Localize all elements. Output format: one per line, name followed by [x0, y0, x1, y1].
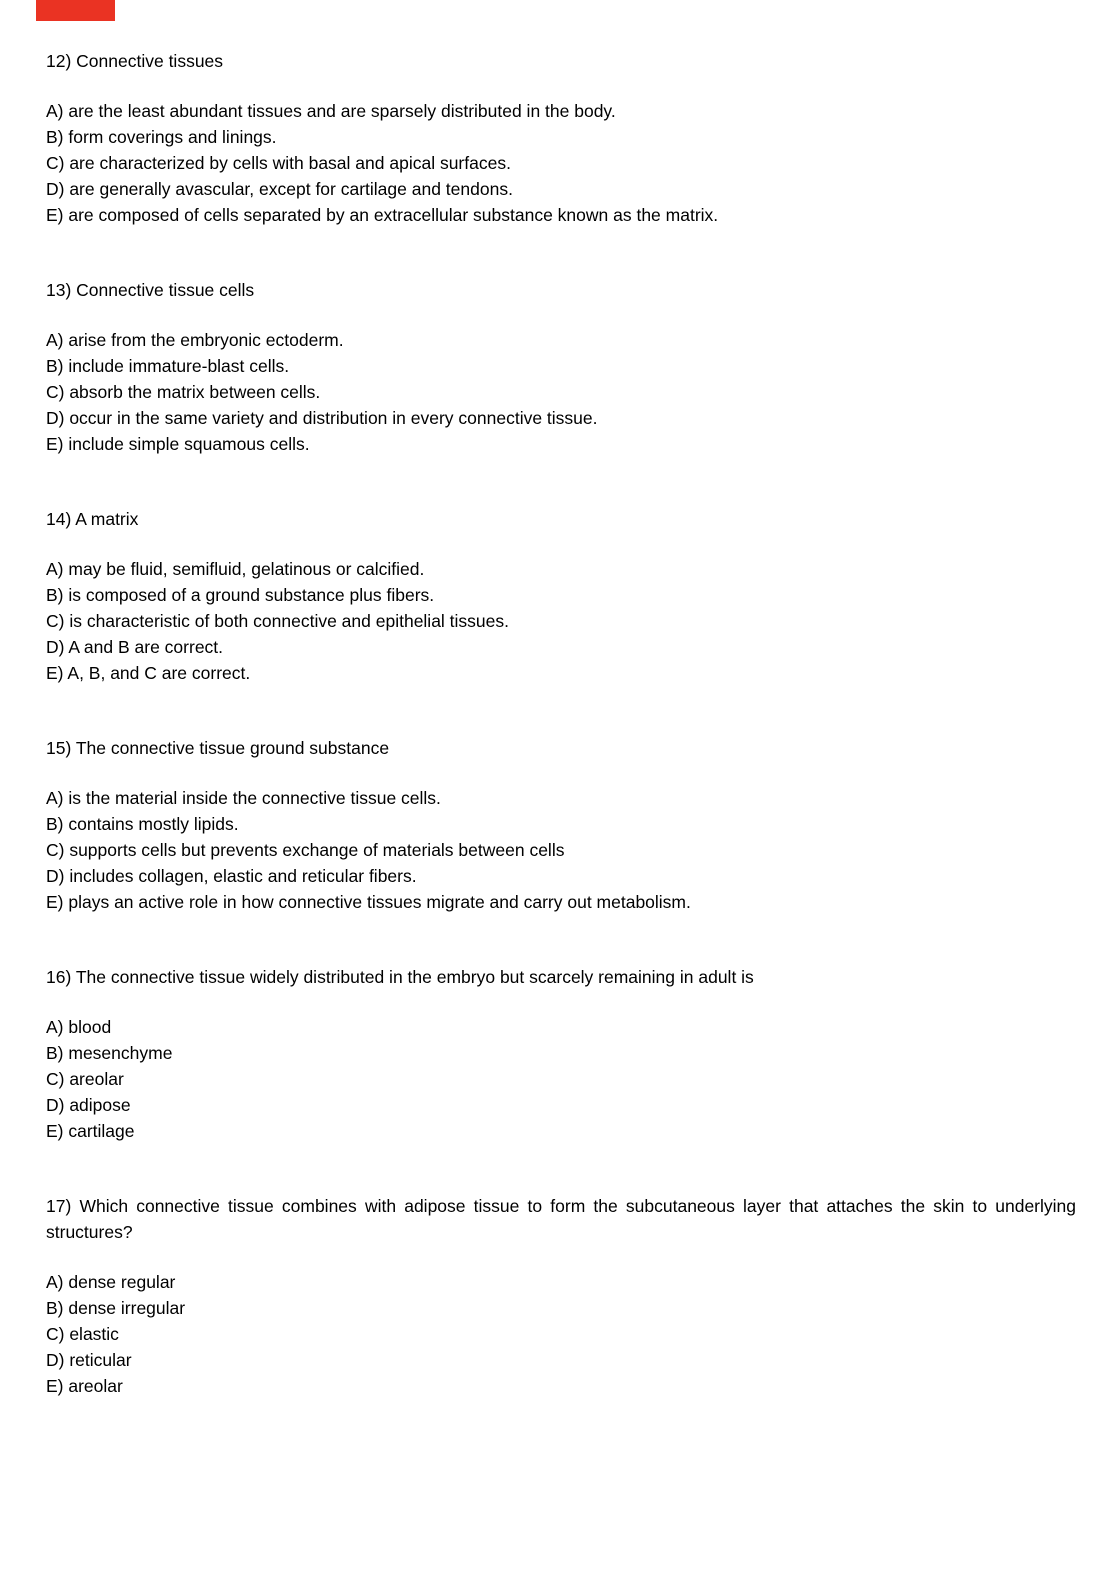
question-block-12	[46, 48, 1076, 228]
answer-option: A) arise from the embryonic ectoderm.	[46, 330, 344, 350]
question-title: 13) Connective tissue cells	[46, 280, 255, 300]
answer-option: E) cartilage	[46, 1121, 135, 1141]
answer-option: A) is the material inside the connective tissue cells.	[46, 788, 441, 808]
red-highlight-mark	[36, 0, 115, 21]
question-block-16	[46, 964, 1076, 1144]
answer-option: D) reticular	[46, 1350, 132, 1370]
answer-option: E) are composed of cells separated by an extracellular substance known as the matrix.	[46, 205, 719, 225]
answer-option: E) include simple squamous cells.	[46, 434, 310, 454]
question-block-17	[46, 1193, 1076, 1399]
question-title: 15) The connective tissue ground substance	[46, 738, 390, 758]
question-block-14	[46, 506, 1076, 686]
question-title: 17) Which connective tissue combines with adipose tissue to form the subcutaneous layer that attaches the skin to underlying structures?	[46, 1196, 1076, 1242]
answer-option: C) is characteristic of both connective and epithelial tissues.	[46, 611, 510, 631]
answer-options	[46, 1014, 1076, 1144]
answer-options	[46, 327, 1076, 457]
answer-option: E) areolar	[46, 1376, 123, 1396]
answer-option: A) blood	[46, 1017, 112, 1037]
answer-option: D) occur in the same variety and distribution in every connective tissue.	[46, 408, 598, 428]
answer-option: E) plays an active role in how connective tissues migrate and carry out metabolism.	[46, 892, 691, 912]
answer-option: C) supports cells but prevents exchange of materials between cells	[46, 840, 565, 860]
answer-option: C) areolar	[46, 1069, 124, 1089]
answer-options	[46, 785, 1076, 915]
quiz-document	[46, 48, 1076, 1448]
answer-option: E) A, B, and C are correct.	[46, 663, 251, 683]
answer-options	[46, 1269, 1076, 1399]
question-title: 14) A matrix	[46, 509, 139, 529]
answer-option: B) is composed of a ground substance plus fibers.	[46, 585, 435, 605]
answer-option: A) dense regular	[46, 1272, 176, 1292]
answer-option: A) are the least abundant tissues and are sparsely distributed in the body.	[46, 101, 616, 121]
answer-option: B) include immature-blast cells.	[46, 356, 290, 376]
question-block-13	[46, 277, 1076, 457]
answer-options	[46, 556, 1076, 686]
answer-option: C) absorb the matrix between cells.	[46, 382, 321, 402]
answer-option: B) contains mostly lipids.	[46, 814, 239, 834]
answer-option: D) are generally avascular, except for cartilage and tendons.	[46, 179, 513, 199]
answer-option: D) adipose	[46, 1095, 131, 1115]
question-title: 16) The connective tissue widely distributed in the embryo but scarcely remaining in adult is	[46, 967, 754, 987]
answer-options	[46, 98, 1076, 228]
answer-option: C) are characterized by cells with basal and apical surfaces.	[46, 153, 511, 173]
answer-option: B) form coverings and linings.	[46, 127, 277, 147]
answer-option: D) includes collagen, elastic and reticular fibers.	[46, 866, 417, 886]
answer-option: A) may be fluid, semifluid, gelatinous or calcified.	[46, 559, 425, 579]
answer-option: C) elastic	[46, 1324, 119, 1344]
question-title: 12) Connective tissues	[46, 51, 224, 71]
question-block-15	[46, 735, 1076, 915]
answer-option: D) A and B are correct.	[46, 637, 224, 657]
answer-option: B) dense irregular	[46, 1298, 186, 1318]
answer-option: B) mesenchyme	[46, 1043, 173, 1063]
